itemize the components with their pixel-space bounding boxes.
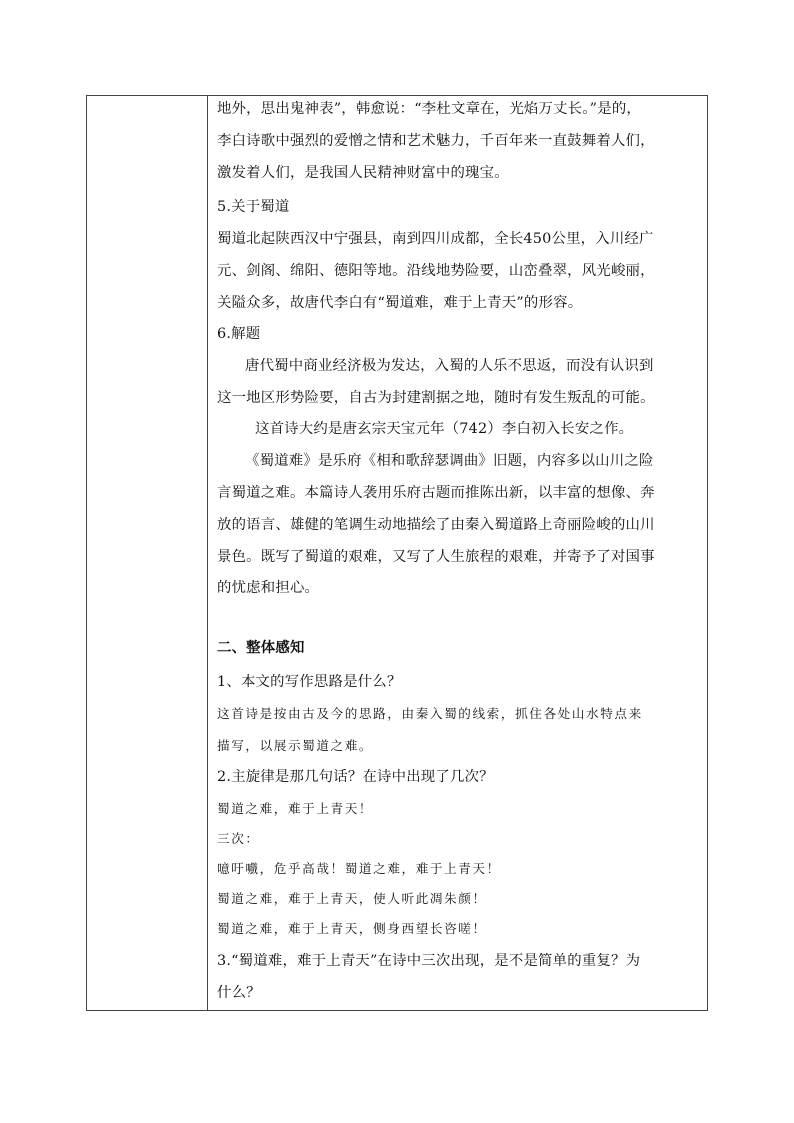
column-divider [207, 96, 208, 1010]
text-line: 蜀道北起陕西汉中宁强县，南到四川成都，全长450公里，入川经广 [217, 231, 654, 247]
text-line: 《蜀道难》是乐府《相和歌辞瑟调曲》旧题，内容多以山川之险 [245, 453, 654, 469]
answer-line: 描写，以展示蜀道之难。 [217, 738, 374, 753]
text-line: 关隘众多，故唐代李白有“蜀道难，难于上青天”的形容。 [217, 295, 583, 311]
question-line: 1、本文的写作思路是什么？ [217, 674, 402, 690]
answer-line: 三次： [217, 831, 260, 846]
answer-line: 噫吁嚱，危乎高哉！蜀道之难，难于上青天！ [217, 861, 501, 876]
text-line: 的忧虑和担心。 [217, 580, 320, 596]
answer-line: 蜀道之难，难于上青天，使人听此凋朱颜！ [217, 891, 487, 906]
text-line: 言蜀道之难。本篇诗人袭用乐府古题而推陈出新，以丰富的想像、奔 [217, 485, 655, 501]
question-line: 什么？ [217, 985, 261, 1001]
text-line: 元、剑阁、绵阳、德阳等地。沿线地势险要，山峦叠翠，风光峻丽， [217, 263, 655, 279]
question-line: 3.“蜀道难，难于上青天”在诗中三次出现，是不是简单的重复？为 [217, 953, 641, 969]
content-cell [217, 96, 701, 1010]
text-line: 放的语言、雄健的笔调生动地描绘了由秦入蜀道路上奇丽险峻的山川 [217, 517, 655, 533]
text-line: 这一地区形势险要，自古为封建割据之地，随时有发生叛乱的可能。 [217, 390, 655, 406]
text-line: 地外，思出鬼神表”，韩愈说：“李杜文章在，光焰万丈长。”是的， [217, 101, 642, 117]
text-line: 这首诗大约是唐玄宗天宝元年（742）李白初入长安之作。 [255, 421, 634, 437]
section-heading: 二、整体感知 [217, 639, 305, 656]
text-line: 激发着人们，是我国人民精神财富中的瑰宝。 [217, 165, 509, 181]
lesson-table [86, 95, 708, 1011]
answer-line: 蜀道之难，难于上青天，侧身西望长咨嗟！ [217, 921, 487, 936]
section-heading: 5.关于蜀道 [217, 199, 290, 215]
text-line: 唐代蜀中商业经济极为发达，入蜀的人乐不思返，而没有认识到 [245, 358, 654, 374]
question-line: 2.主旋律是那几句话？在诗中出现了几次？ [217, 769, 494, 785]
text-line: 李白诗歌中强烈的爱憎之情和艺术魅力，千百年来一直鼓舞着人们， [217, 133, 655, 149]
section-heading: 6.解题 [217, 326, 261, 342]
text-line: 景色。既写了蜀道的艰难，又写了人生旅程的艰难，并寄予了对国事 [217, 549, 655, 565]
answer-line: 蜀道之难，难于上青天！ [217, 801, 374, 816]
answer-line: 这首诗是按由古及今的思路，由秦入蜀的线索，抓住各处山水特点来 [217, 706, 643, 721]
